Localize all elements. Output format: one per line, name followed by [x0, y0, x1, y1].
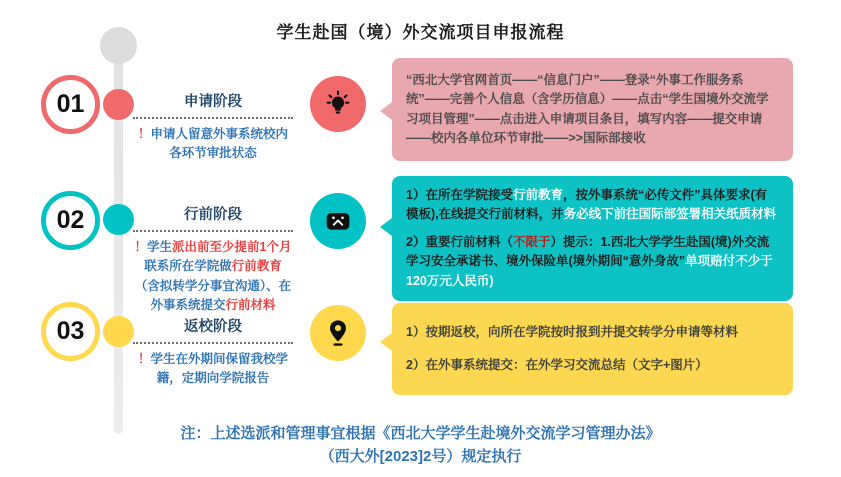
stage1-warning: ！申请人留意外事系统校内各环节审批状态 [137, 127, 289, 161]
stage2-label: 行前阶段 [133, 203, 293, 232]
stage3-label: 返校阶段 [133, 315, 293, 344]
stage3-warning: ！学生在外期间保留我校学籍，定期向学院报告 [137, 352, 289, 386]
stage1-detail-box [392, 58, 793, 161]
footnote-line2: （西大外[2023]2号）规定执行 [319, 448, 522, 466]
stage3-detail-item2: 2）在外事系统提交：在外学习交流总结（文字+图片） [406, 358, 708, 372]
stage1-label: 申请阶段 [133, 90, 293, 119]
stage2-label-block [133, 203, 293, 316]
timeline-start-circle [100, 27, 137, 64]
exchange-submit-icon [322, 205, 354, 237]
footnote [0, 422, 841, 469]
stage1-detail-text: “西北大学官网首页——“信息门户”——登录“外事工作服务系统”——完善个人信息（含学历信息）——点击“学生国境外交流学习项目管理”——点击进入申请项目条目，填写内容——提交申请——校内各单位环节审批——>>国际部接收 [406, 72, 769, 145]
lightbulb-icon [322, 88, 354, 120]
footnote-line1: 注：上述选派和管理事宜根据《西北大学学生赴境外交流学习管理办法》 [180, 425, 661, 442]
stage1-number-badge: 01 [41, 75, 100, 134]
stage2-warning: ！学生派出前至少提前1个月联系所在学院做行前教育（含拟转学分事宜沟通）、在外事系统提交行前材料 [134, 240, 292, 313]
stage1-timeline-dot [103, 89, 134, 120]
stage2-detail-box [392, 176, 793, 301]
stage3-detail-item1: 1）按期返校，向所在学院按时报到并提交转学分申请等材料 [406, 324, 738, 339]
stage2-box-tail [380, 218, 392, 236]
stage1-box-tail [380, 102, 392, 120]
stage3-label-block [133, 315, 293, 389]
stage3-icon-circle [310, 305, 366, 361]
stage2-icon-circle [310, 193, 366, 249]
stage3-number-badge: 03 [41, 302, 100, 361]
stage2-timeline-dot [103, 204, 134, 235]
stage1-icon-circle [310, 76, 366, 132]
stage2-detail-item2: 2）重要行前材料（不限于）提示：1.西北大学学生赴国(境)外交流学习安全承诺书、境外保险单(境外期间“意外身故”单项赔付不少于120万元人民币) [406, 234, 773, 288]
stage3-timeline-dot [103, 316, 134, 347]
page-title: 学生赴国（境）外交流项目申报流程 [276, 23, 565, 42]
stage1-label-block [133, 90, 293, 164]
stage2-number-badge: 02 [41, 191, 100, 250]
location-pin-icon [322, 317, 354, 349]
stage3-detail-box [392, 303, 793, 395]
stage2-detail-item1: 1）在所在学院接受行前教育，按外事系统“必传文件”具体要求(有模板),在线提交行前材料，并务必线下前往国际部签署相关纸质材料 [406, 188, 777, 222]
stage3-box-tail [380, 333, 392, 351]
